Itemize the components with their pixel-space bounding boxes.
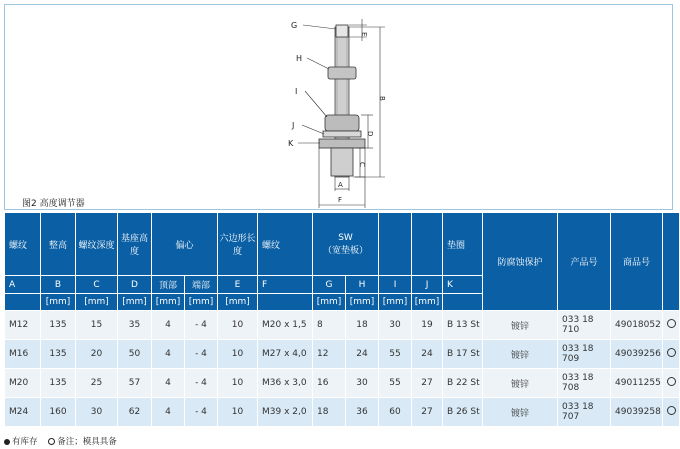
header-eccentric: 偏心 — [152, 213, 218, 276]
cell-washer: B 22 St — [443, 369, 483, 398]
unit-end: [mm] — [185, 294, 218, 311]
unit-top: [mm] — [152, 294, 185, 311]
cell-total-height: 135 — [41, 340, 76, 369]
cell-base-height: 62 — [118, 398, 152, 427]
unit-j: [mm] — [412, 294, 443, 311]
letter-d: D — [118, 276, 152, 294]
drawing-panel — [4, 4, 673, 210]
cell-washer: B 26 St — [443, 398, 483, 427]
cell-thread-2: M36 x 3,0 — [258, 369, 313, 398]
cell-thread: M20 — [5, 369, 41, 398]
cell-h: 18 — [346, 311, 379, 340]
cell-item-no: 49039256 — [611, 340, 663, 369]
cell-product-no: 033 18 707 — [558, 398, 611, 427]
cell-thread-2: M39 x 2,0 — [258, 398, 313, 427]
cell-thread-depth: 20 — [76, 340, 118, 369]
cell-g: 12 — [313, 340, 346, 369]
cell-base-height: 35 — [118, 311, 152, 340]
letter-g: G — [313, 276, 346, 294]
header-total-height: 整高 — [41, 213, 76, 276]
cell-thread-2: M20 x 1,5 — [258, 311, 313, 340]
letter-i: I — [379, 276, 412, 294]
cell-total-height: 160 — [41, 398, 76, 427]
unit-h: [mm] — [346, 294, 379, 311]
header-thread: 螺纹 — [5, 213, 41, 276]
letter-c: C — [76, 276, 118, 294]
cell-corrosion: 镀锌 — [483, 369, 558, 398]
unit-i: [mm] — [379, 294, 412, 311]
cell-total-height: 135 — [41, 311, 76, 340]
cell-thread-depth: 15 — [76, 311, 118, 340]
filled-dot-icon — [4, 439, 10, 445]
cell-hex-length: 10 — [218, 311, 258, 340]
letter-f: F — [258, 276, 313, 294]
note-circle-icon — [663, 369, 680, 398]
spec-table — [4, 212, 680, 427]
header-end: 端部 — [185, 276, 218, 294]
callout-g: G — [291, 21, 298, 30]
header-thread-2: 螺纹 — [258, 213, 313, 276]
leveling-foot-drawing — [5, 5, 672, 209]
cell-end: - 4 — [185, 398, 218, 427]
cell-i: 60 — [379, 398, 412, 427]
figure-caption: 图2 高度调节器 — [22, 199, 85, 209]
unit-b: [mm] — [41, 294, 76, 311]
unit-g: [mm] — [313, 294, 346, 311]
dim-f: F — [338, 196, 343, 204]
cell-top: 4 — [152, 340, 185, 369]
cell-washer: B 13 St — [443, 311, 483, 340]
unit-c: [mm] — [76, 294, 118, 311]
note-circle-icon — [663, 311, 680, 340]
table-row — [5, 398, 680, 427]
cell-h: 24 — [346, 340, 379, 369]
cell-j: 27 — [412, 369, 443, 398]
ring-icon — [48, 438, 55, 445]
callout-k: K — [288, 139, 294, 148]
note-circle-icon — [663, 340, 680, 369]
cell-product-no: 033 18 709 — [558, 340, 611, 369]
table-row — [5, 340, 680, 369]
letter-a: A — [5, 276, 41, 294]
cell-item-no: 49018052 — [611, 311, 663, 340]
cell-i: 55 — [379, 340, 412, 369]
cell-base-height: 57 — [118, 369, 152, 398]
unit-e: [mm] — [218, 294, 258, 311]
cell-thread: M24 — [5, 398, 41, 427]
cell-h: 36 — [346, 398, 379, 427]
legend — [4, 435, 125, 447]
header-hex-length: 六边形长度 — [218, 213, 258, 276]
cell-g: 8 — [313, 311, 346, 340]
cell-end: - 4 — [185, 311, 218, 340]
cell-hex-length: 10 — [218, 398, 258, 427]
letter-j: J — [412, 276, 443, 294]
header-item-no: 商品号 — [611, 213, 663, 311]
letter-h: H — [346, 276, 379, 294]
letter-b: B — [41, 276, 76, 294]
table-row — [5, 311, 680, 340]
cell-corrosion: 镀锌 — [483, 398, 558, 427]
cell-corrosion: 镀锌 — [483, 340, 558, 369]
legend-note: 备注；模具具备 — [48, 437, 117, 447]
cell-h: 30 — [346, 369, 379, 398]
dim-d: D — [366, 131, 374, 137]
cell-i: 55 — [379, 369, 412, 398]
cell-corrosion: 镀锌 — [483, 311, 558, 340]
letter-k: K — [443, 276, 483, 294]
cell-thread-depth: 30 — [76, 398, 118, 427]
dim-e: E — [360, 32, 368, 37]
cell-end: - 4 — [185, 340, 218, 369]
table-row — [5, 369, 680, 398]
cell-j: 19 — [412, 311, 443, 340]
header-sw: SW （宽垫板） — [313, 213, 379, 276]
cell-thread: M12 — [5, 311, 41, 340]
callout-i: I — [295, 87, 298, 96]
cell-product-no: 033 18 708 — [558, 369, 611, 398]
callout-h: H — [296, 54, 303, 63]
cell-thread-depth: 25 — [76, 369, 118, 398]
header-thread-depth: 螺纹深度 — [76, 213, 118, 276]
header-washer: 垫圈 — [443, 213, 483, 276]
cell-top: 4 — [152, 398, 185, 427]
cell-j: 27 — [412, 398, 443, 427]
cell-base-height: 50 — [118, 340, 152, 369]
note-circle-icon — [663, 398, 680, 427]
header-product-no: 产品号 — [558, 213, 611, 311]
cell-i: 30 — [379, 311, 412, 340]
dim-c: C — [358, 162, 366, 167]
letter-e: E — [218, 276, 258, 294]
cell-j: 24 — [412, 340, 443, 369]
header-corrosion: 防腐蚀保护 — [483, 213, 558, 311]
cell-washer: B 17 St — [443, 340, 483, 369]
cell-thread: M16 — [5, 340, 41, 369]
cell-top: 4 — [152, 369, 185, 398]
unit-d: [mm] — [118, 294, 152, 311]
cell-total-height: 135 — [41, 369, 76, 398]
cell-g: 18 — [313, 398, 346, 427]
cell-hex-length: 10 — [218, 340, 258, 369]
cell-item-no: 49011255 — [611, 369, 663, 398]
cell-end: - 4 — [185, 369, 218, 398]
cell-product-no: 033 18 710 — [558, 311, 611, 340]
dim-a: A — [338, 181, 343, 189]
cell-item-no: 49039258 — [611, 398, 663, 427]
cell-hex-length: 10 — [218, 369, 258, 398]
legend-in-stock: 有库存 — [4, 437, 38, 447]
callout-j: J — [292, 121, 295, 130]
cell-g: 16 — [313, 369, 346, 398]
header-top: 顶部 — [152, 276, 185, 294]
dim-b: B — [378, 96, 386, 101]
cell-thread-2: M27 x 4,0 — [258, 340, 313, 369]
header-base-height: 基座高度 — [118, 213, 152, 276]
cell-top: 4 — [152, 311, 185, 340]
